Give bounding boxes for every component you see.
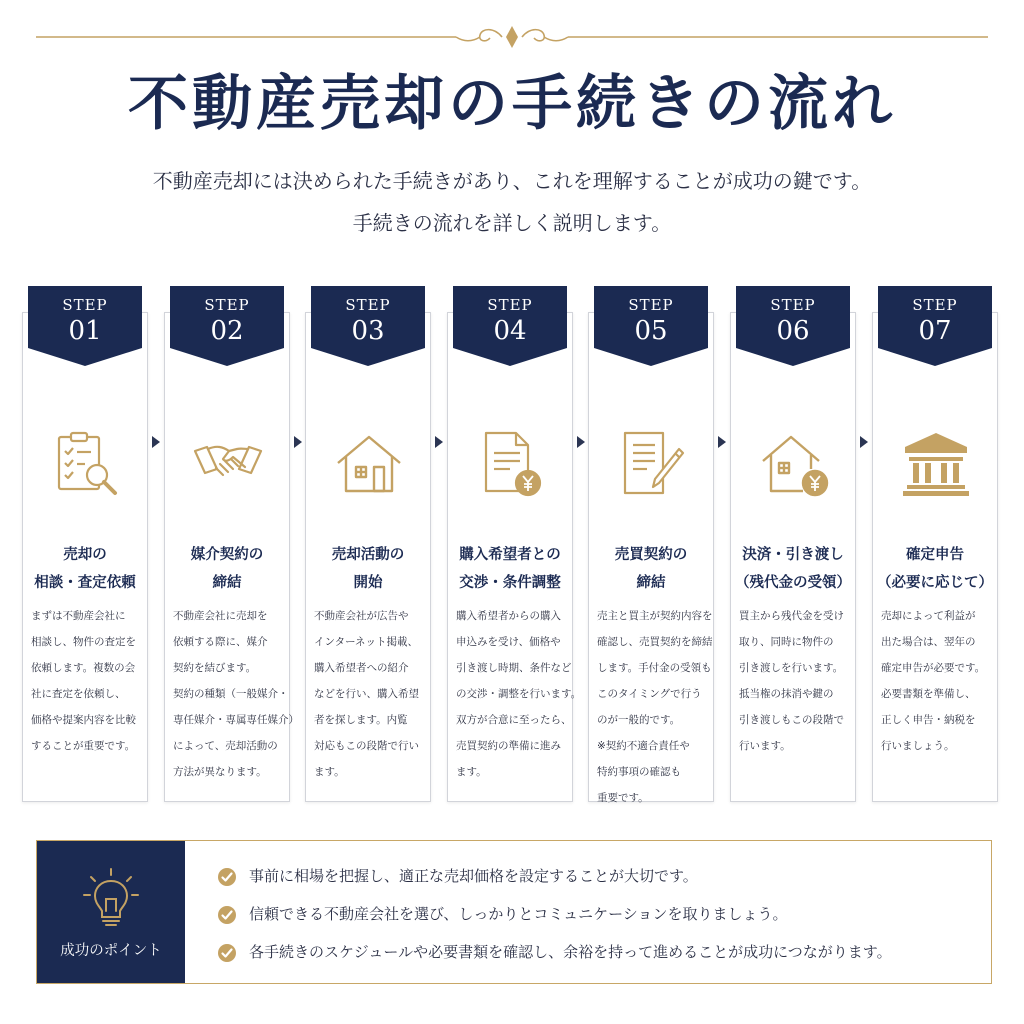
step-description-line: のが一般的です。 — [597, 714, 681, 726]
page-subtitle — [0, 160, 1024, 244]
steps-flow — [22, 286, 1002, 806]
step-title-line: 購入希望者との — [459, 547, 561, 563]
subtitle-line-1: 不動産売却には決められた手続きがあり、これを理解することが成功の鍵です。 — [152, 169, 872, 193]
step-number: 04 — [493, 316, 527, 346]
step-arrow-icon — [435, 436, 443, 448]
step-label: STEP — [204, 296, 250, 314]
step-badge-01 — [28, 286, 142, 366]
success-points-title: 成功のポイント — [60, 943, 162, 959]
step-description — [173, 603, 299, 785]
step-description-line: 行いましょう。 — [881, 740, 955, 752]
contract-pen-icon — [617, 429, 687, 499]
step-description-line: 売主と買主が契約内容を — [597, 610, 713, 622]
step-description-line: 相談し、物件の査定を — [31, 636, 136, 648]
step-label: STEP — [62, 296, 108, 314]
step-title — [165, 541, 289, 597]
lightbulb-icon — [81, 867, 141, 931]
step-title-line: （必要に応じて） — [877, 575, 993, 591]
step-description — [881, 603, 993, 759]
step-title-line: 開始 — [353, 575, 383, 591]
step-title-line: 相談・査定依頼 — [34, 575, 136, 591]
step-description-line: の交渉・調整を行います。 — [456, 688, 582, 700]
step-description-line: ※契約不適合責任や — [597, 740, 690, 752]
step-label: STEP — [487, 296, 533, 314]
step-label: STEP — [912, 296, 958, 314]
step-description-line: 買主から残代金を受け — [739, 610, 844, 622]
page-title: 不動産売却の手続きの流れ — [128, 69, 896, 139]
success-points-list — [217, 861, 977, 975]
step-description-line: 対応もこの段階で行い — [314, 740, 419, 752]
step-number: 05 — [634, 316, 668, 346]
success-point-item — [217, 899, 977, 937]
step-card-04 — [447, 312, 582, 802]
step-description-line: 依頼します。複数の会 — [31, 662, 136, 674]
step-description-line: 契約の種類（一般媒介・ — [173, 688, 289, 700]
step-description-line: 確認し、売買契約を締結 — [597, 636, 713, 648]
step-title-line: 媒介契約の — [190, 547, 264, 563]
check-circle-icon — [217, 867, 237, 887]
step-title-line: 売買契約の — [614, 547, 688, 563]
step-title — [731, 541, 855, 597]
step-title — [448, 541, 572, 597]
step-description-line: 申込みを受け、価格や — [456, 636, 561, 648]
step-description-line: することが重要です。 — [31, 740, 136, 752]
step-description-line: 価格や提案内容を比較 — [31, 714, 136, 726]
document-yen-icon — [476, 429, 546, 499]
step-description-line: 売却によって利益が — [881, 610, 976, 622]
step-number: 07 — [918, 316, 952, 346]
step-label: STEP — [345, 296, 391, 314]
step-card-06 — [730, 312, 856, 802]
success-point-item — [217, 937, 977, 975]
step-arrow-icon — [860, 436, 868, 448]
step-description-line: 購入希望者への紹介 — [314, 662, 409, 674]
step-description-line: 引き渡しを行います。 — [739, 662, 844, 674]
house-icon — [334, 429, 404, 499]
step-description-line: 専任媒介・専属専任媒介） — [173, 714, 299, 726]
step-description-line: 方法が異なります。 — [173, 766, 267, 778]
step-title-line: 交渉・条件調整 — [459, 575, 561, 591]
step-card-07 — [872, 312, 998, 802]
step-title — [306, 541, 430, 597]
step-description-line: 正しく申告・納税を — [881, 714, 976, 726]
step-number: 06 — [776, 316, 810, 346]
step-badge-02 — [170, 286, 284, 366]
step-description-line: 購入希望者からの購入 — [456, 610, 561, 622]
step-badge-03 — [311, 286, 425, 366]
step-card-02 — [164, 312, 299, 802]
success-point-item — [217, 861, 977, 899]
step-description-line: 双方が合意に至ったら、 — [456, 714, 572, 726]
step-description-line: 抵当権の抹消や鍵の — [739, 688, 834, 700]
step-description-line: によって、売却活動の — [173, 740, 278, 752]
step-number: 01 — [68, 316, 102, 346]
step-arrow-icon — [718, 436, 726, 448]
step-title-line: （残代金の受領） — [735, 575, 851, 591]
step-title — [589, 541, 713, 597]
step-description-line: 特約事項の確認も — [597, 766, 681, 778]
success-points-header — [37, 841, 185, 983]
step-description — [739, 603, 851, 759]
step-title-line: 決済・引き渡し — [742, 547, 844, 563]
step-title-line: 締結 — [636, 575, 666, 591]
step-description-line: 確定申告が必要です。 — [881, 662, 986, 674]
step-description-line: 売買契約の準備に進み — [456, 740, 561, 752]
step-description-line: 引き渡しもこの段階で — [739, 714, 844, 726]
step-description-line: 行います。 — [739, 740, 791, 752]
step-description-line: まずは不動産会社に — [31, 610, 126, 622]
success-point-text: 各手続きのスケジュールや必要書類を確認し、余裕を持って進めることが成功につながります。 — [249, 943, 892, 961]
success-point-text: 事前に相場を把握し、適正な売却価格を設定することが大切です。 — [249, 867, 698, 885]
step-label: STEP — [628, 296, 674, 314]
step-description — [314, 603, 426, 785]
step-description-line: 出た場合は、翌年の — [881, 636, 976, 648]
step-badge-06 — [736, 286, 850, 366]
step-label: STEP — [770, 296, 816, 314]
step-description-line: 取り、同時に物件の — [739, 636, 834, 648]
step-title — [23, 541, 147, 597]
step-title-line: 売却活動の — [331, 547, 405, 563]
step-title-line: 売却の — [63, 547, 107, 563]
step-description-line: インターネット掲載、 — [314, 636, 419, 648]
step-arrow-icon — [294, 436, 302, 448]
step-title — [873, 541, 997, 597]
step-number: 03 — [351, 316, 385, 346]
header-ornament — [36, 22, 988, 52]
step-description-line: 契約を結びます。 — [173, 662, 257, 674]
checklist-search-icon — [51, 429, 121, 499]
step-description-line: 引き渡し時期、条件など — [456, 662, 572, 674]
step-description — [597, 603, 713, 811]
step-description-line: ます。 — [456, 766, 487, 778]
step-number: 02 — [210, 316, 244, 346]
house-yen-icon — [759, 429, 829, 499]
step-arrow-icon — [152, 436, 160, 448]
step-badge-07 — [878, 286, 992, 366]
step-arrow-icon — [577, 436, 585, 448]
subtitle-line-2: 手続きの流れを詳しく説明します。 — [352, 211, 672, 235]
step-description-line: 必要書類を準備し、 — [881, 688, 976, 700]
success-points-box — [36, 840, 992, 984]
step-description-line: などを行い、購入希望 — [314, 688, 419, 700]
step-description — [31, 603, 143, 759]
step-card-03 — [305, 312, 431, 802]
step-description-line: このタイミングで行う — [597, 688, 702, 700]
step-description-line: します。手付金の受領も — [597, 662, 712, 674]
step-description-line: 者を探します。内覧 — [314, 714, 408, 726]
step-description-line: 重要です。 — [597, 792, 649, 804]
step-title-line: 確定申告 — [906, 547, 964, 563]
step-card-05 — [588, 312, 714, 802]
step-badge-04 — [453, 286, 567, 366]
step-description-line: ます。 — [314, 766, 345, 778]
step-description-line: 社に査定を依頼し、 — [31, 688, 126, 700]
step-description-line: 不動産会社が広告や — [314, 610, 409, 622]
step-badge-05 — [594, 286, 708, 366]
bank-building-icon — [901, 429, 971, 499]
check-circle-icon — [217, 905, 237, 925]
handshake-icon — [193, 429, 263, 499]
step-description-line: 依頼する際に、媒介 — [173, 636, 268, 648]
step-description — [456, 603, 582, 785]
step-title-line: 締結 — [212, 575, 242, 591]
success-point-text: 信頼できる不動産会社を選び、しっかりとコミュニケーションを取りましょう。 — [249, 905, 788, 923]
check-circle-icon — [217, 943, 237, 963]
step-card-01 — [22, 312, 148, 802]
step-description-line: 不動産会社に売却を — [173, 610, 268, 622]
